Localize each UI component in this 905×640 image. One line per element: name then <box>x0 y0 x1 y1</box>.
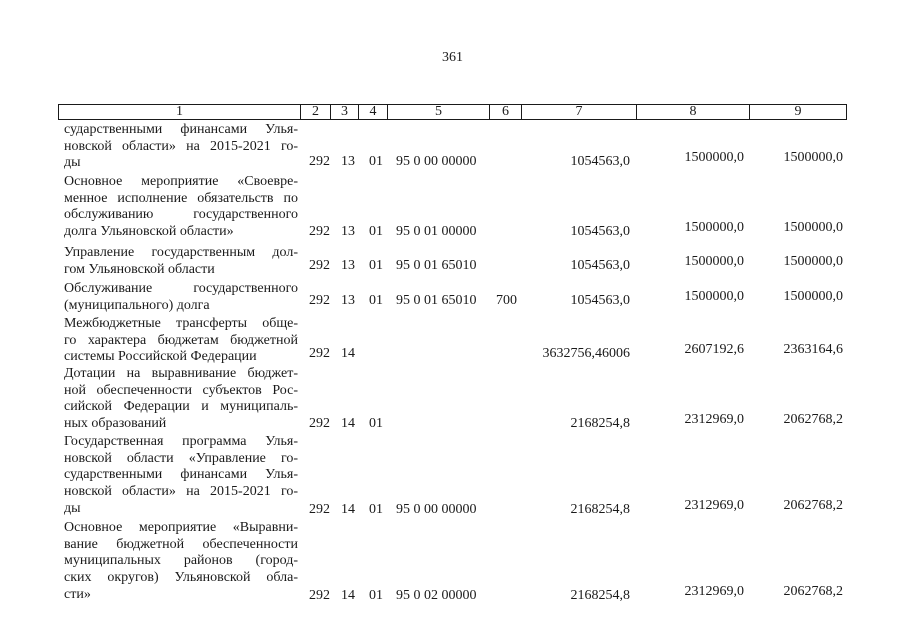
cell-col-5-target-article: 95 0 01 00000 <box>396 224 477 239</box>
cell-col-8-amount: 2312969,0 <box>684 584 744 599</box>
header-col-7: 7 <box>522 105 637 119</box>
cell-col-2-admin-code: 292 <box>309 346 330 361</box>
description-line: ных образований <box>64 416 167 432</box>
cell-col-3-section: 14 <box>341 346 355 361</box>
description-line: ды <box>64 155 81 171</box>
cell-col-7-amount: 2168254,8 <box>570 588 630 603</box>
cell-col-8-amount: 2312969,0 <box>684 498 744 513</box>
description-line: ских округов) Ульяновской обла- <box>64 570 298 586</box>
cell-col-2-admin-code: 292 <box>309 293 330 308</box>
cell-col-9-amount: 1500000,0 <box>783 150 843 165</box>
description-line: Основное мероприятие «Своевре- <box>64 174 298 189</box>
cell-col-6-expense-type: 700 <box>496 293 517 308</box>
cell-col-3-section: 13 <box>341 258 355 273</box>
cell-col-3-section: 13 <box>341 293 355 308</box>
description-line: Государственная программа Улья- <box>64 434 298 449</box>
description-line: новской области» на 2015-2021 го- <box>64 484 298 500</box>
cell-col-5-target-article: 95 0 02 00000 <box>396 588 477 603</box>
cell-col-4-subsection: 01 <box>369 588 383 603</box>
header-col-9: 9 <box>794 104 802 119</box>
header-col-3: 3 <box>331 105 359 119</box>
cell-col-9-amount: 2062768,2 <box>783 498 843 513</box>
cell-col-2-admin-code: 292 <box>309 416 330 431</box>
row-description <box>64 174 298 241</box>
header-col-8: 8 <box>637 105 750 119</box>
cell-col-2-admin-code: 292 <box>309 258 330 273</box>
header-col-6: 6 <box>490 105 522 119</box>
description-line: сударственными финансами Улья- <box>64 122 298 137</box>
row-description <box>64 520 298 604</box>
cell-col-4-subsection: 01 <box>369 502 383 517</box>
cell-col-8-amount: 1500000,0 <box>684 254 744 269</box>
page-number: 361 <box>442 50 463 65</box>
row-description <box>64 316 298 366</box>
cell-col-9-amount: 2062768,2 <box>783 412 843 427</box>
cell-col-3-section: 14 <box>341 588 355 603</box>
cell-col-2-admin-code: 292 <box>309 502 330 517</box>
cell-col-8-amount: 1500000,0 <box>684 289 744 304</box>
cell-col-5-target-article: 95 0 01 65010 <box>396 293 477 308</box>
description-line: ной обеспеченности субъектов Рос- <box>64 382 298 398</box>
header-col-2: 2 <box>301 105 331 119</box>
cell-col-2-admin-code: 292 <box>309 224 330 239</box>
cell-col-9-amount: 1500000,0 <box>783 289 843 304</box>
description-line: системы Российской Федерации <box>64 349 257 365</box>
description-line: обслуживанию государственного <box>64 207 298 223</box>
cell-col-8-amount: 1500000,0 <box>684 150 744 165</box>
description-line: новской области» на 2015-2021 го- <box>64 138 298 154</box>
description-line: новской области «Управление го- <box>64 450 298 466</box>
cell-col-4-subsection: 01 <box>369 224 383 239</box>
cell-col-2-admin-code: 292 <box>309 154 330 169</box>
description-line: долга Ульяновской области» <box>64 224 234 240</box>
cell-col-4-subsection: 01 <box>369 293 383 308</box>
cell-col-3-section: 13 <box>341 154 355 169</box>
cell-col-7-amount: 1054563,0 <box>570 293 630 308</box>
cell-col-3-section: 14 <box>341 416 355 431</box>
description-line: Управление государственным дол- <box>64 245 298 260</box>
description-line: гом Ульяновской области <box>64 261 215 277</box>
cell-col-9-amount: 2062768,2 <box>783 584 843 599</box>
cell-col-8-amount: 1500000,0 <box>684 220 744 235</box>
description-line: сударственными финансами Улья- <box>64 467 298 483</box>
row-description <box>64 434 298 518</box>
description-line: Обслуживание государственного <box>64 281 298 296</box>
description-line: менное исполнение обязательств по <box>64 190 298 206</box>
description-line: вание бюджетной обеспеченности <box>64 536 298 552</box>
row-description <box>64 245 298 278</box>
cell-col-9-amount: 1500000,0 <box>783 254 843 269</box>
cell-col-8-amount: 2312969,0 <box>684 412 744 427</box>
cell-col-9-amount: 1500000,0 <box>783 220 843 235</box>
row-description <box>64 281 298 314</box>
cell-col-7-amount: 3632756,46006 <box>542 346 630 361</box>
cell-col-5-target-article: 95 0 01 65010 <box>396 258 477 273</box>
description-line: Основное мероприятие «Выравни- <box>64 520 298 535</box>
description-line: сти» <box>64 586 91 602</box>
cell-col-7-amount: 2168254,8 <box>570 416 630 431</box>
description-line: ды <box>64 500 81 516</box>
cell-col-5-target-article: 95 0 00 00000 <box>396 154 477 169</box>
cell-col-8-amount: 2607192,6 <box>684 342 744 357</box>
row-description <box>64 366 298 433</box>
header-col-4: 4 <box>359 105 388 119</box>
description-line: го характера бюджетам бюджетной <box>64 332 298 348</box>
cell-col-2-admin-code: 292 <box>309 588 330 603</box>
cell-col-7-amount: 1054563,0 <box>570 154 630 169</box>
cell-col-4-subsection: 01 <box>369 258 383 273</box>
header-col-5: 5 <box>388 105 490 119</box>
description-line: Дотации на выравнивание бюджет- <box>64 366 298 381</box>
cell-col-4-subsection: 01 <box>369 416 383 431</box>
cell-col-3-section: 13 <box>341 224 355 239</box>
table-header-row <box>58 104 847 120</box>
description-line: сийской Федерации и муниципаль- <box>64 399 298 415</box>
cell-col-7-amount: 1054563,0 <box>570 258 630 273</box>
cell-col-5-target-article: 95 0 00 00000 <box>396 502 477 517</box>
header-col-1: 1 <box>59 105 301 119</box>
cell-col-4-subsection: 01 <box>369 154 383 169</box>
cell-col-7-amount: 2168254,8 <box>570 502 630 517</box>
cell-col-7-amount: 1054563,0 <box>570 224 630 239</box>
cell-col-3-section: 14 <box>341 502 355 517</box>
description-line: муниципальных районов (город- <box>64 553 298 569</box>
row-description <box>64 122 298 172</box>
description-line: (муниципального) долга <box>64 297 210 313</box>
description-line: Межбюджетные трансферты обще- <box>64 316 298 331</box>
cell-col-9-amount: 2363164,6 <box>783 342 843 357</box>
